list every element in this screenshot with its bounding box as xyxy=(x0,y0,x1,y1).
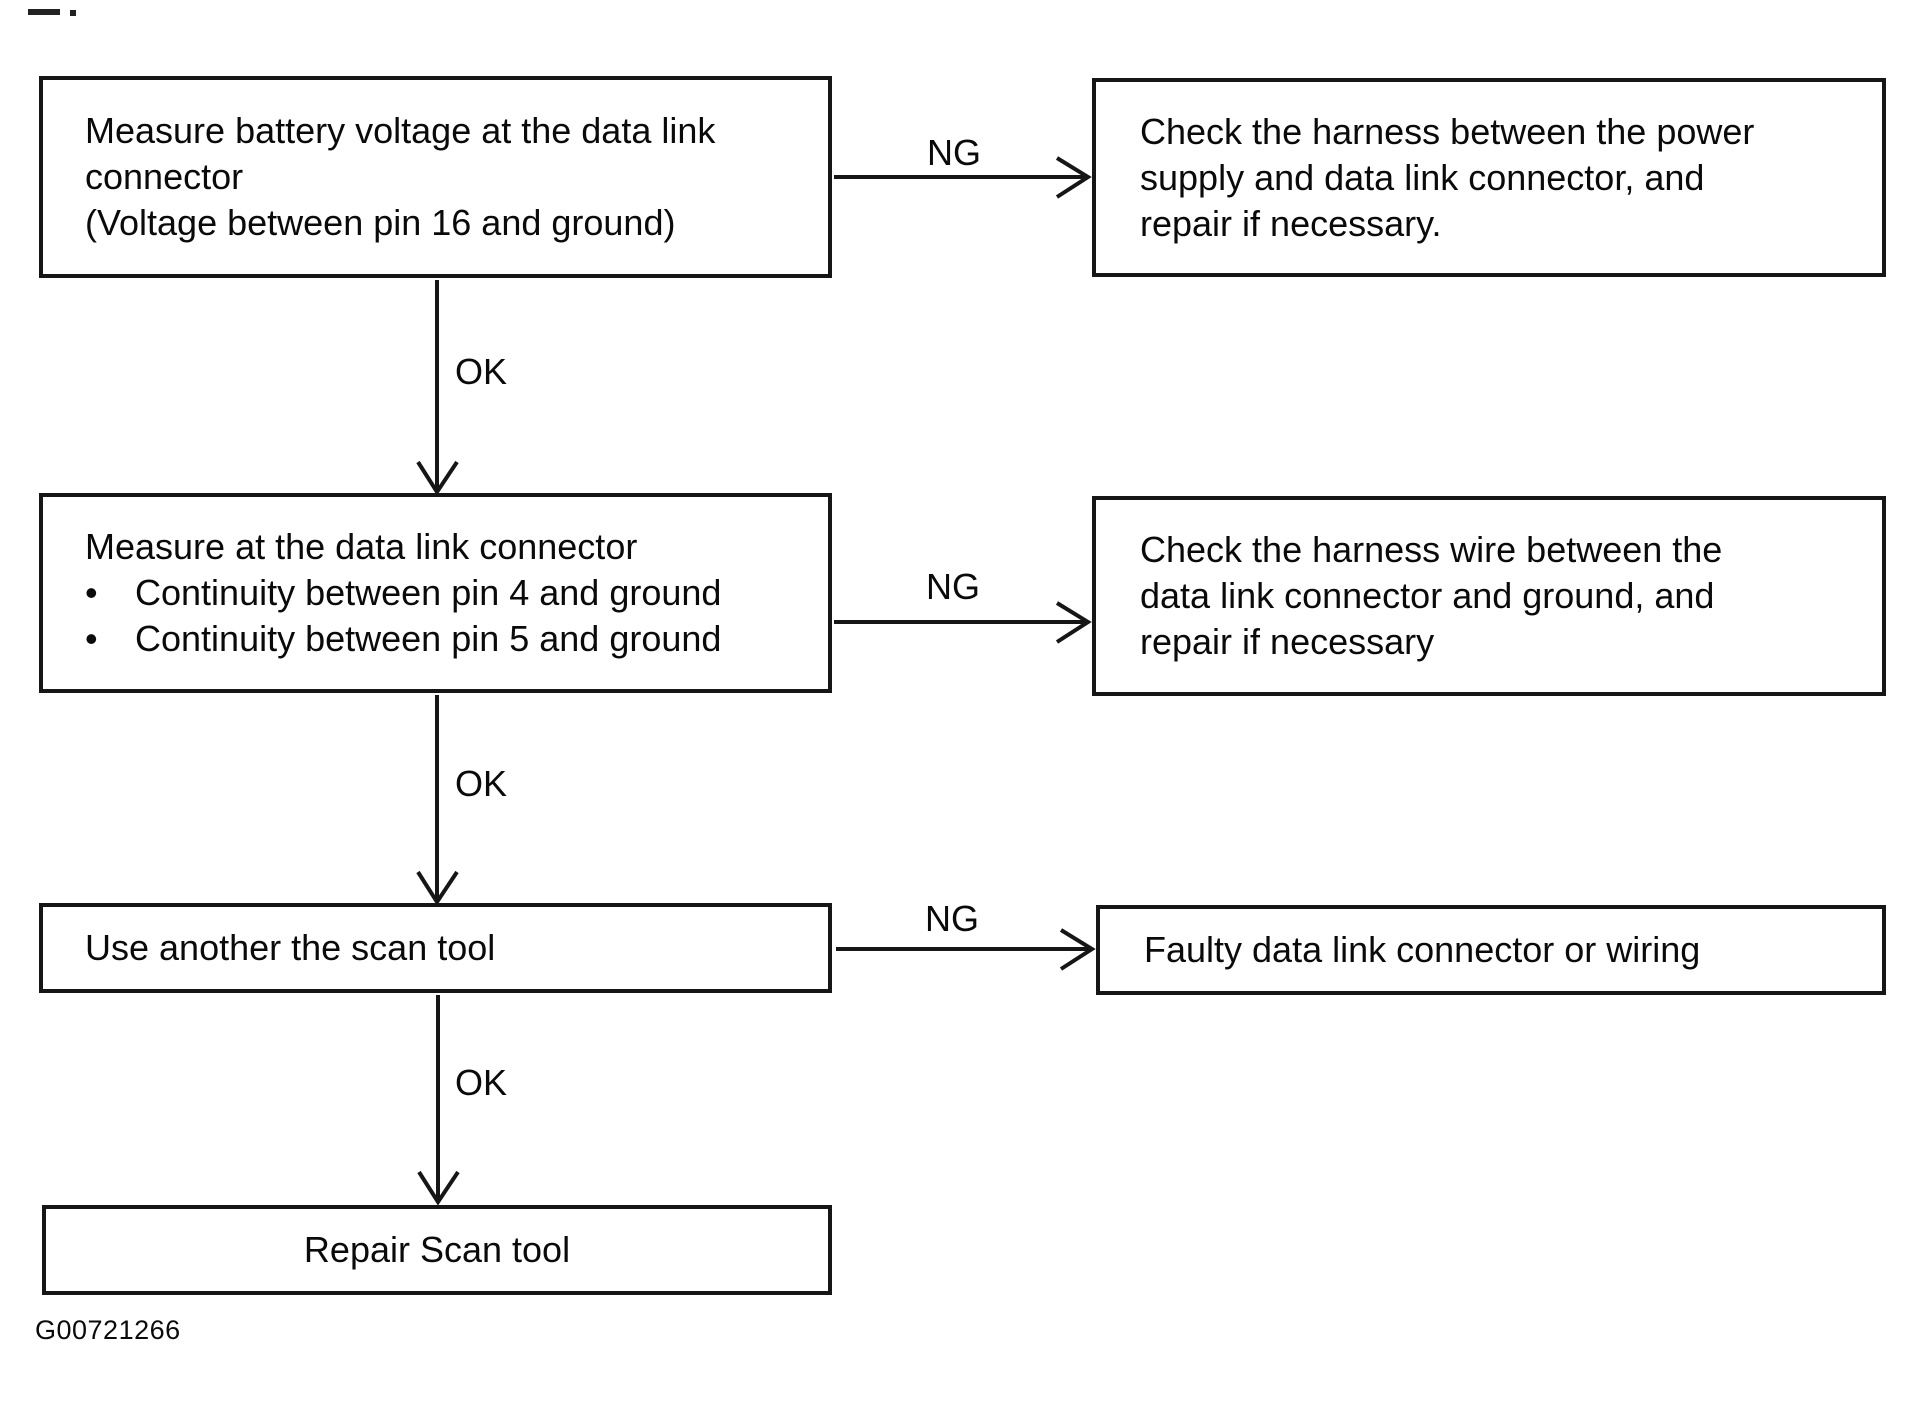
figure-code: G00721266 xyxy=(35,1315,181,1345)
flow-box-faulty-data-link-connector xyxy=(1096,905,1886,995)
box-text-line: Check the harness wire between the xyxy=(1140,529,1723,570)
box-text-line: Measure battery voltage at the data link xyxy=(85,110,716,151)
box-text-line: data link connector and ground, and xyxy=(1140,575,1715,616)
bullet-text: Continuity between pin 5 and ground xyxy=(135,618,722,659)
bullet-item xyxy=(85,616,828,662)
box-text-line: supply and data link connector, and xyxy=(1140,156,1705,198)
box-text-line: connector xyxy=(85,156,244,197)
flow-box-measure-battery-voltage xyxy=(39,76,832,278)
box-text-line: (Voltage between pin 16 and ground) xyxy=(85,202,676,243)
arrow-ok-row3 xyxy=(419,995,458,1202)
box-text-line: Use another the scan tool xyxy=(85,927,496,968)
arrowhead-right-icon xyxy=(1061,930,1092,969)
edge-label-ok-row1: OK xyxy=(455,351,508,392)
bullet-icon: • xyxy=(85,572,98,613)
arrowhead-down-icon xyxy=(419,1172,458,1202)
arrowhead-right-icon xyxy=(1057,603,1088,642)
flow-box-check-harness-wire-ground xyxy=(1092,496,1886,696)
box-text-line: Check the harness between the power xyxy=(1140,110,1755,152)
edge-label-ng-row3: NG xyxy=(925,898,979,939)
flow-box-measure-continuity xyxy=(39,493,832,693)
flow-box-use-another-scan-tool xyxy=(39,903,832,993)
edge-label-ng-row1: NG xyxy=(927,132,981,173)
bullet-text: Continuity between pin 4 and ground xyxy=(135,572,722,613)
arrow-ok-row2 xyxy=(418,695,457,902)
box-text-line: Faulty data link connector or wiring xyxy=(1144,929,1701,970)
bullet-icon: • xyxy=(85,618,98,659)
flow-box-repair-scan-tool xyxy=(42,1205,832,1295)
arrowhead-down-icon xyxy=(418,462,457,492)
arrowhead-down-icon xyxy=(418,872,457,902)
box-text-line: Measure at the data link connector xyxy=(85,526,638,567)
arrow-ok-row1 xyxy=(418,280,457,492)
box-text-line: Repair Scan tool xyxy=(303,1229,571,1270)
edge-label-ok-row2: OK xyxy=(455,763,508,804)
edge-label-ok-row3: OK xyxy=(455,1062,508,1103)
bullet-item xyxy=(85,570,828,616)
box-text-line: repair if necessary xyxy=(1140,621,1435,662)
edge-label-ng-row2: NG xyxy=(926,566,980,607)
flow-box-check-harness-power-supply xyxy=(1092,78,1886,277)
scan-artifact xyxy=(70,10,76,16)
box-text-line: repair if necessary. xyxy=(1140,202,1442,244)
arrowhead-right-icon xyxy=(1057,158,1088,197)
scan-artifact xyxy=(28,9,60,15)
